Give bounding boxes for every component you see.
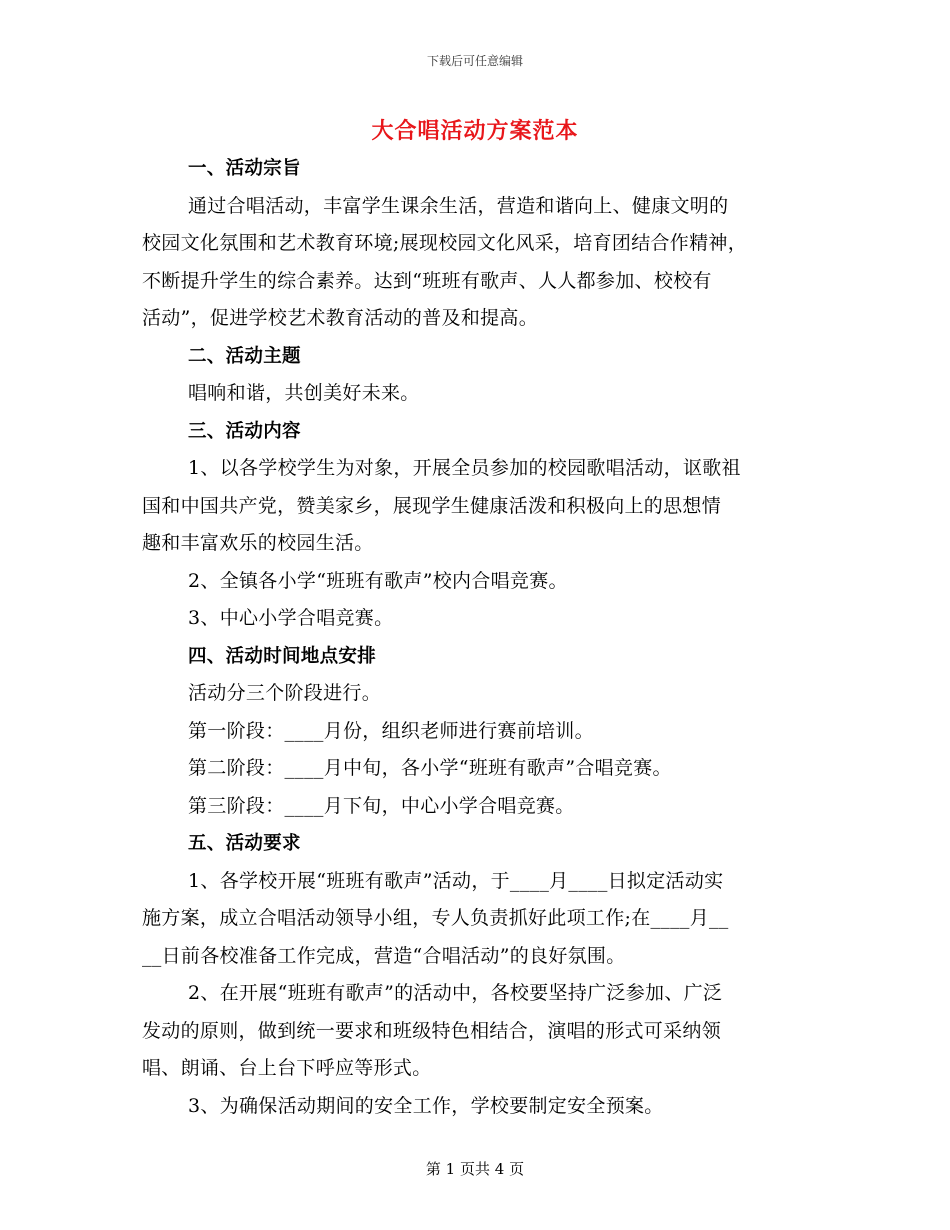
document-title: 大合唱活动方案范本 [371, 119, 579, 144]
paragraph-line: 活动分三个阶段进行。 [188, 682, 382, 704]
section-heading: 五、活动要求 [188, 833, 301, 854]
paragraph-line: 国和中国共产党，赞美家乡，展现学生健康活泼和积极向上的思想情 [142, 494, 722, 517]
section-heading: 一、活动宗旨 [188, 158, 301, 179]
paragraph-line: 不断提升学生的综合素养。达到“班班有歌声、人人都参加、校校有 [142, 269, 712, 292]
paragraph-line: 趣和丰富欢乐的校园生活。 [142, 532, 374, 554]
paragraph-line: 2、全镇各小学“班班有歌声”校内合唱竞赛。 [188, 569, 568, 592]
paragraph-line: __日前各校准备工作完成，营造“合唱活动”的良好氛围。 [142, 944, 626, 967]
paragraph-line: 第二阶段：____月中旬，各小学“班班有歌声”合唱竞赛。 [188, 757, 672, 779]
paragraph-line: 3、为确保活动期间的安全工作，学校要制定安全预案。 [188, 1094, 664, 1117]
paragraph-line: 第一阶段：____月份，组织老师进行赛前培训。 [188, 719, 594, 742]
paragraph-line: 1、各学校开展“班班有歌声”活动，于____月____日拟定活动实 [188, 869, 724, 892]
document-body [142, 150, 814, 1125]
section-heading: 四、活动时间地点安排 [188, 645, 377, 667]
paragraph-line: 施方案，成立合唱活动领导小组，专人负责抓好此项工作;在____月__ [142, 907, 729, 929]
paragraph-line: 通过合唱活动，丰富学生课余生活，营造和谐向上、健康文明的 [188, 194, 729, 217]
paragraph-line: 活动”，促进学校艺术教育活动的普及和提高。 [142, 307, 539, 329]
header-note: 下载后可任意编辑 [426, 54, 523, 68]
section-heading: 三、活动内容 [188, 420, 301, 442]
paragraph-line: 唱响和谐，共创美好未来。 [188, 382, 420, 404]
paragraph-line: 唱、朗诵、台上台下呼应等形式。 [142, 1057, 432, 1079]
paragraph-line: 发动的原则，做到统一要求和班级特色相结合，演唱的形式可采纳领 [142, 1019, 722, 1042]
paragraph-line: 2、在开展“班班有歌声”的活动中，各校要坚持广泛参加、广泛 [188, 982, 723, 1004]
paragraph-line: 1、以各学校学生为对象，开展全员参加的校园歌唱活动，讴歌祖 [188, 457, 741, 479]
paragraph-line: 3、中心小学合唱竞赛。 [188, 607, 394, 629]
paragraph-line: 第三阶段：____月下旬，中心小学合唱竞赛。 [188, 794, 575, 817]
section-heading: 二、活动主题 [188, 345, 301, 367]
page-footer: 第 1 页共 4 页 [425, 1160, 525, 1178]
paragraph-line: 校园文化氛围和艺术教育环境;展现校园文化风采，培育团结合作精神， [142, 232, 748, 254]
